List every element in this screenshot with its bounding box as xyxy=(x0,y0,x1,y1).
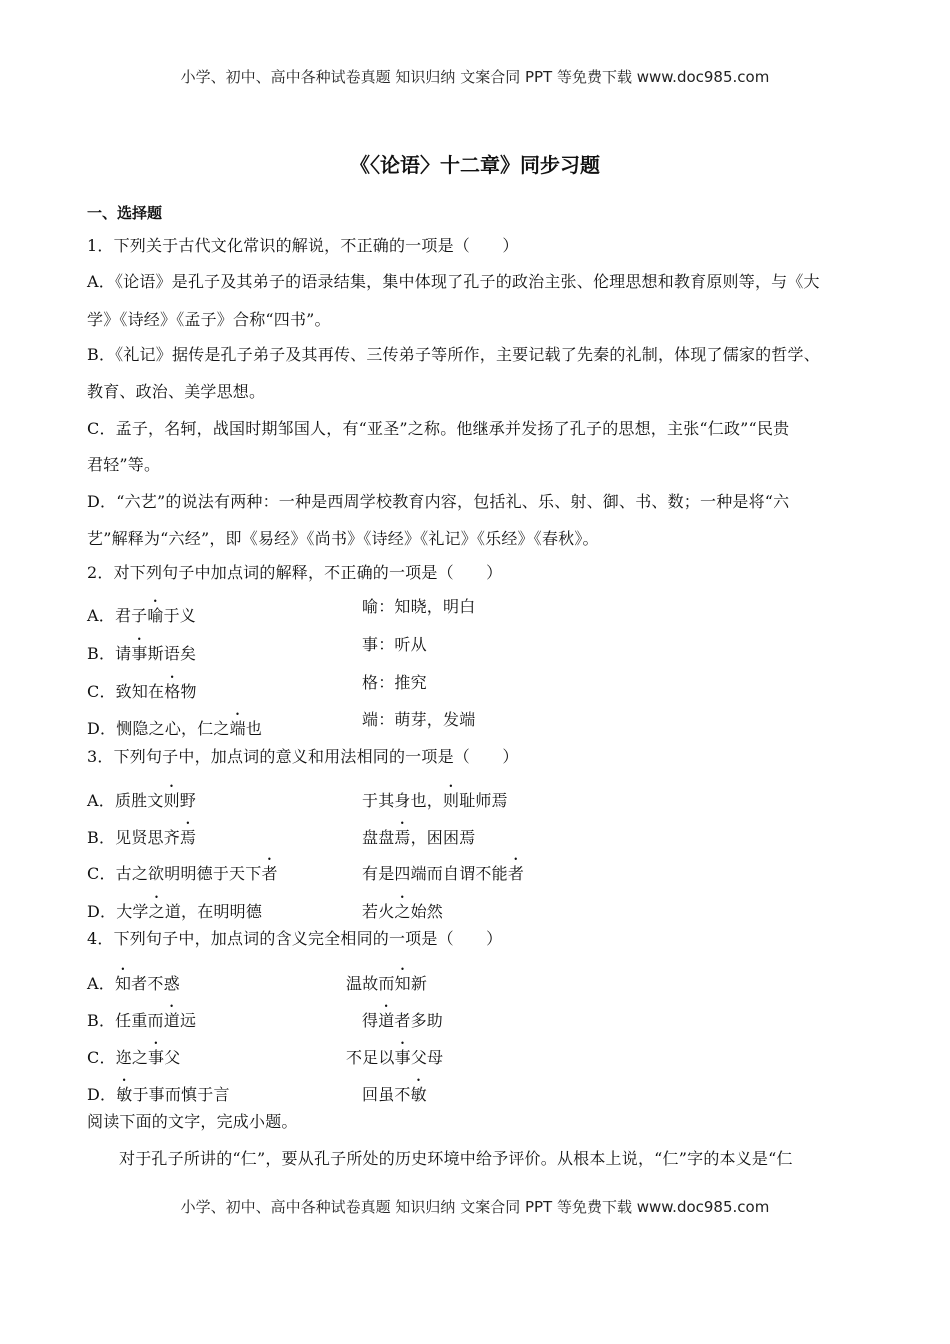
option-right-text: 端：萌芽，发端 xyxy=(362,710,476,729)
option-text: D．大学 xyxy=(87,902,149,921)
option-text: B．请 xyxy=(87,644,132,663)
option-right-text xyxy=(362,1076,427,1105)
option-b xyxy=(87,1002,444,1031)
option-text: 盘盘 xyxy=(362,828,395,847)
option-b xyxy=(87,819,476,848)
page-title: 《〈论语〉十二章》同步习题 xyxy=(350,153,600,177)
option-c xyxy=(87,1039,444,1068)
option-text: 不足以 xyxy=(346,1048,395,1067)
emphasized-word: 焉 xyxy=(179,828,197,847)
emphasized-word: 道 xyxy=(163,1011,180,1030)
option-c xyxy=(87,855,525,884)
q1-line: A．《论语》是孔子及其弟子的语录结集，集中体现了孔子的政治主张、伦理思想和教育原则等，与《大 xyxy=(87,272,820,291)
option-text: 者不惑 xyxy=(131,974,180,993)
option-text: 新 xyxy=(410,974,428,993)
option-right-text xyxy=(362,855,524,884)
q1-line: B．《礼记》据传是孔子弟子及其再传、三传弟子等所作，主要记载了先秦的礼制，体现了儒家的哲学、 xyxy=(87,345,820,364)
option-text: 回虽不 xyxy=(362,1085,411,1104)
option-text: 也 xyxy=(245,719,263,738)
emphasized-word: 则 xyxy=(163,791,180,810)
option-text: 野 xyxy=(179,791,196,810)
option-right-text xyxy=(346,1039,443,1068)
option-text: B．见贤思齐 xyxy=(87,828,180,847)
option-right-text xyxy=(362,893,443,922)
option-a xyxy=(87,597,476,626)
passage-text: 对于孔子所讲的“仁”，要从孔子所处的历史环境中给予评价。从根本上说，“仁”字的本义是“仁 xyxy=(119,1149,793,1168)
option-text: 斯语矣 xyxy=(147,644,197,663)
option-text: A．君子 xyxy=(87,606,148,625)
option-text: 若火 xyxy=(362,902,395,921)
option-b xyxy=(87,635,427,664)
option-d xyxy=(87,893,444,922)
option-a xyxy=(87,782,508,811)
option-text: 者多助 xyxy=(394,1011,444,1030)
option-right-text xyxy=(346,965,427,994)
option-text: D． xyxy=(87,1085,117,1104)
question-2-stem: 2．对下列句子中加点词的解释，不正确的一项是（ ） xyxy=(87,563,503,582)
option-text: 父 xyxy=(164,1048,181,1067)
q1-line: 学》《诗经》《孟子》合称“四书”。 xyxy=(87,310,331,329)
option-text: A． xyxy=(87,974,115,993)
emphasized-word: 端 xyxy=(229,719,246,738)
option-right-text: 格：推究 xyxy=(362,673,427,692)
option-text: ，困困焉 xyxy=(410,828,476,847)
emphasized-word: 则 xyxy=(443,791,460,810)
option-text: C．古之欲明明德于天下 xyxy=(87,864,262,883)
emphasized-word: 喻 xyxy=(147,606,164,625)
option-text: 道，在明明德 xyxy=(164,902,263,921)
question-3-stem: 3．下列句子中，加点词的意义和用法相同的一项是（ ） xyxy=(87,747,519,766)
reading-intro: 阅读下面的文字，完成小题。 xyxy=(87,1112,298,1131)
option-text: B．任重而 xyxy=(87,1011,164,1030)
option-d xyxy=(87,1076,427,1105)
q1-line: 教育、政治、美学思想。 xyxy=(87,382,266,401)
emphasized-word: 知 xyxy=(114,974,132,993)
option-text: 温故而 xyxy=(346,974,395,993)
option-text: 有是四端而自谓不能 xyxy=(362,864,508,883)
q1-line: D．“六艺”的说法有两种：一种是西周学校教育内容，包括礼、乐、射、御、书、数；一种是将“六 xyxy=(87,492,790,511)
option-text: 远 xyxy=(179,1011,197,1030)
option-text: 于事而慎于言 xyxy=(132,1085,230,1104)
emphasized-word: 者 xyxy=(261,864,278,883)
emphasized-word: 焉 xyxy=(394,828,411,847)
option-text: 于义 xyxy=(163,606,196,625)
option-right-text xyxy=(362,819,475,848)
option-text: D．恻隐之心，仁之 xyxy=(87,719,230,738)
option-text: 耻师焉 xyxy=(459,791,508,810)
option-a xyxy=(87,965,428,994)
option-text: 始然 xyxy=(410,902,444,921)
option-text: 父母 xyxy=(410,1048,444,1067)
emphasized-word: 事 xyxy=(394,1048,411,1067)
option-text: 物 xyxy=(180,682,197,701)
emphasized-word: 之 xyxy=(148,902,165,921)
emphasized-word: 者 xyxy=(507,864,525,883)
emphasized-word: 格 xyxy=(164,682,181,701)
page-header: 小学、初中、高中各种试卷真题 知识归纳 文案合同 PPT 等免费下载 www.doc985.com xyxy=(180,68,770,86)
option-text: C．致知在 xyxy=(87,682,165,701)
option-text: A．质胜文 xyxy=(87,791,164,810)
emphasized-word: 敏 xyxy=(116,1085,133,1104)
emphasized-word: 知 xyxy=(394,974,411,993)
emphasized-word: 之 xyxy=(394,902,411,921)
q1-line: 艺”解释为“六经”，即《易经》《尚书》《诗经》《礼记》《乐经》《春秋》。 xyxy=(87,529,599,548)
section-heading: 一、选择题 xyxy=(87,204,163,222)
option-text: C．迩之 xyxy=(87,1048,149,1067)
q1-line: 君轻”等。 xyxy=(87,455,161,474)
option-c xyxy=(87,673,427,702)
option-right-text xyxy=(362,1002,443,1031)
emphasized-word: 敏 xyxy=(410,1085,427,1104)
option-right-text xyxy=(362,782,508,811)
option-d xyxy=(87,710,476,739)
emphasized-word: 事 xyxy=(148,1048,165,1067)
option-right-text: 事：听从 xyxy=(362,635,427,654)
question-1-stem: 1．下列关于古代文化常识的解说，不正确的一项是（ ） xyxy=(87,236,519,255)
q1-line: C．孟子，名轲，战国时期邹国人，有“亚圣”之称。他继承并发扬了孔子的思想，主张“仁政”“民贵 xyxy=(87,419,790,438)
question-4-stem: 4．下列句子中，加点词的含义完全相同的一项是（ ） xyxy=(87,929,503,948)
emphasized-word: 道 xyxy=(378,1011,395,1030)
page-footer: 小学、初中、高中各种试卷真题 知识归纳 文案合同 PPT 等免费下载 www.doc985.com xyxy=(180,1198,770,1216)
option-text: 得 xyxy=(362,1011,379,1030)
option-right-text: 喻：知晓，明白 xyxy=(362,597,476,616)
option-text: 于其身也， xyxy=(362,791,444,810)
emphasized-word: 事 xyxy=(131,644,148,663)
